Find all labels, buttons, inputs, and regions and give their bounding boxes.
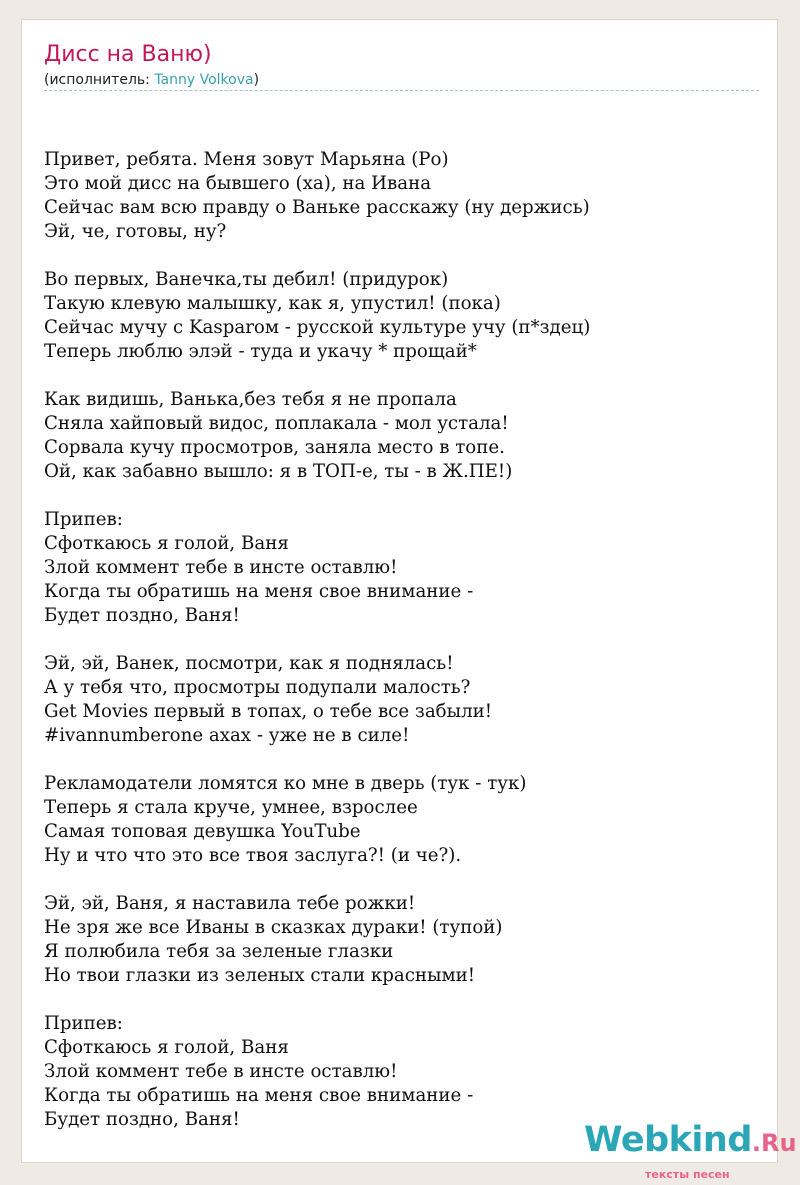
lyric-line: Самая топовая девушка YouTube [44, 821, 361, 842]
lyric-line: Сейчас мучу с Kasparом - русской культуре учу (п*здец) [44, 317, 591, 338]
lyric-line: Злой коммент тебе в инсте оставлю! [44, 557, 398, 578]
lyric-line: А у тебя что, просмотры подупали малость? [44, 677, 471, 698]
lyric-line: Будет поздно, Ваня! [44, 605, 240, 626]
header-divider [44, 90, 759, 91]
lyric-line: Злой коммент тебе в инсте оставлю! [44, 1061, 398, 1082]
stanza [44, 388, 590, 484]
lyrics-text [44, 148, 590, 1156]
lyrics-card [21, 19, 797, 1181]
stanza [44, 268, 590, 364]
lyric-line: Эй, че, готовы, ну? [44, 221, 227, 242]
lyric-line: Сняла хайповый видос, поплакала - мол устала! [44, 413, 509, 434]
lyric-line: Припев: [44, 1013, 123, 1034]
logo-tld-text: .Ru [751, 1129, 797, 1157]
lyric-line: Теперь люблю элэй - туда и укачу * прощай* [44, 341, 477, 362]
lyric-line: Когда ты обратишь на меня свое внимание - [44, 581, 474, 602]
stanza [44, 1012, 590, 1132]
lyric-line: Но твои глазки из зеленых стали красными! [44, 965, 476, 986]
lyric-line: Сфоткаюсь я голой, Ваня [44, 1037, 289, 1058]
lyric-line: Теперь я стала круче, умнее, взрослее [44, 797, 418, 818]
lyric-line: Эй, эй, Ванек, посмотри, как я поднялась! [44, 653, 454, 674]
lyric-line: Ой, как забавно вышло: я в ТОП-е, ты - в Ж.ПЕ!) [44, 461, 513, 482]
lyric-line: Сорвала кучу просмотров, заняла место в топе. [44, 437, 505, 458]
lyric-line: Во первых, Ванечка,ты дебил! (придурок) [44, 269, 449, 290]
lyric-line: Будет поздно, Ваня! [44, 1109, 240, 1130]
lyric-line: Эй, эй, Ваня, я наставила тебе рожки! [44, 893, 416, 914]
lyric-line: #ivannumberone ахах - уже не в силе! [44, 725, 410, 746]
song-title: Дисс на Ваню) [44, 42, 212, 67]
lyric-line: Я полюбила тебя за зеленые глазки [44, 941, 394, 962]
lyric-line: Get Movies первый в топах, о тебе все забыли! [44, 701, 493, 722]
artist-link[interactable]: Tanny Volkova [154, 72, 254, 88]
stanza [44, 892, 590, 988]
lyric-line: Сфоткаюсь я голой, Ваня [44, 533, 289, 554]
lyric-line: Не зря же все Иваны в сказках дураки! (тупой) [44, 917, 503, 938]
lyric-line: Сейчас вам всю правду о Ваньке расскажу (ну держись) [44, 197, 590, 218]
lyric-line: Рекламодатели ломятся ко мне в дверь (тук - тук) [44, 773, 527, 794]
webkind-logo[interactable] [584, 1120, 797, 1160]
lyric-line: Такую клевую малышку, как я, упустил! (пока) [44, 293, 501, 314]
lyric-line: Припев: [44, 509, 123, 530]
lyric-line: Когда ты обратишь на меня свое внимание - [44, 1085, 474, 1106]
lyric-line: Это мой дисс на бывшего (ха), на Ивана [44, 173, 432, 194]
stanza [44, 772, 590, 868]
stanza [44, 508, 590, 628]
lyric-line: Привет, ребята. Меня зовут Марьяна (Ро) [44, 149, 449, 170]
logo-main-text: Webkind [584, 1120, 752, 1160]
artist-line [44, 72, 259, 88]
lyric-line: Ну и что что это все твоя заслуга?! (и че?). [44, 845, 462, 866]
artist-suffix: ) [253, 72, 260, 88]
stanza [44, 652, 590, 748]
logo-tagline: тексты песен [645, 1168, 730, 1181]
stanza [44, 148, 590, 244]
lyric-line: Как видишь, Ванька,без тебя я не пропала [44, 389, 457, 410]
artist-prefix: (исполнитель: [44, 72, 155, 88]
